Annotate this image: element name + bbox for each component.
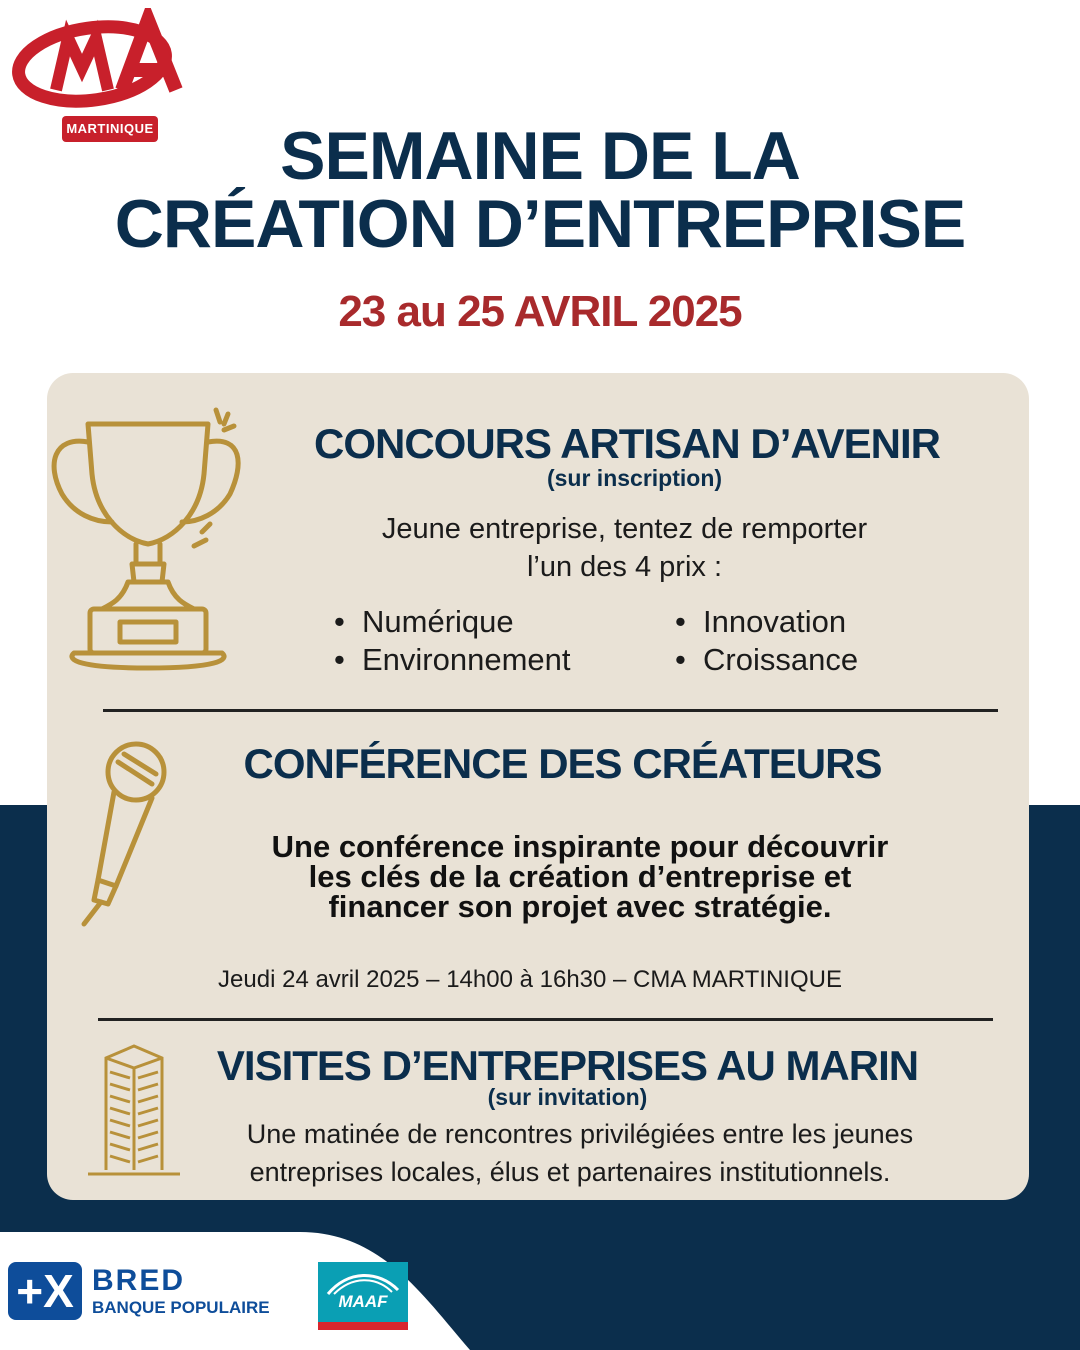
conference-desc-line2: les clés de la création d’entreprise et — [308, 859, 852, 894]
list-item: • Numérique — [334, 603, 571, 641]
conference-schedule: Jeudi 24 avril 2025 – 14h00 à 16h30 – CMA MARTINIQUE — [218, 966, 842, 993]
building-icon — [84, 1040, 184, 1180]
bred-subtitle: BANQUE POPULAIRE — [92, 1298, 270, 1317]
visites-note: (sur invitation) — [487, 1084, 648, 1110]
section-divider — [98, 1018, 993, 1021]
list-item: • Innovation — [675, 603, 858, 641]
concours-intro-line2: l’un des 4 prix : — [526, 551, 723, 583]
concours-title: CONCOURS ARTISAN D’AVENIR — [313, 420, 941, 467]
page-title-line2: CRÉATION D’ENTREPRISE — [114, 186, 966, 262]
page-title-line1: SEMAINE DE LA — [280, 118, 800, 194]
visites-desc-line1: Une matinée de rencontres privilégiées entre les jeunes — [246, 1119, 914, 1149]
conference-desc-line3: financer son projet avec stratégie. — [328, 889, 832, 924]
event-dates: 23 au 25 AVRIL 2025 — [338, 287, 742, 336]
concours-note: (sur inscription) — [546, 465, 723, 491]
bred-mark: +X — [8, 1262, 82, 1320]
section-divider — [103, 709, 998, 712]
concours-intro-line1: Jeune entreprise, tentez de remporter — [381, 513, 868, 545]
cma-logo — [10, 8, 185, 136]
conference-title: CONFÉRENCE DES CRÉATEURS — [243, 740, 882, 787]
visites-desc-line2: entreprises locales, élus et partenaires institutionnels. — [249, 1157, 891, 1187]
maaf-label: MAAF — [338, 1292, 388, 1311]
prizes-right-list — [675, 603, 858, 679]
maaf-strip — [318, 1322, 408, 1330]
bred-name: BRED — [92, 1264, 186, 1297]
visites-title: VISITES D’ENTREPRISES AU MARIN — [216, 1042, 919, 1089]
maaf-logo — [318, 1262, 408, 1330]
list-item: • Croissance — [675, 641, 858, 679]
conference-description — [150, 829, 1010, 924]
list-item: • Environnement — [334, 641, 571, 679]
logo-region-label: MARTINIQUE — [62, 116, 158, 142]
conference-desc-line1: Une conférence inspirante pour découvrir — [271, 829, 889, 864]
prizes-left-list — [334, 603, 571, 679]
trophy-icon — [44, 404, 249, 679]
